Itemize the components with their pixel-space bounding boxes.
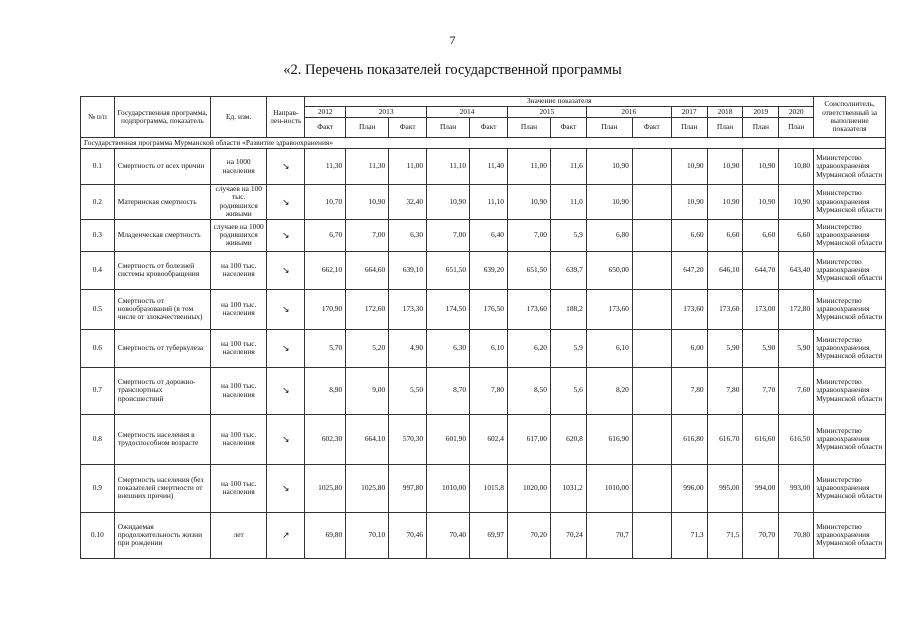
value-cell: 616,70 — [707, 414, 743, 464]
value-cell: 7,60 — [779, 367, 814, 414]
value-cell: 4,90 — [389, 329, 427, 367]
table-row — [81, 149, 886, 185]
value-cell: 6,00 — [671, 329, 707, 367]
value-cell: 10,90 — [671, 149, 707, 185]
indicator-name: Смертность от всех причин — [114, 149, 210, 185]
direction-arrow-icon: ↗ — [267, 512, 305, 558]
value-cell — [632, 329, 671, 367]
value-cell: 11,0 — [550, 185, 586, 220]
year-2017: 2017 — [671, 107, 707, 118]
value-cell: 10,90 — [743, 185, 779, 220]
unit-cell: на 100 тыс. населения — [211, 251, 267, 289]
value-cell: 616,50 — [779, 414, 814, 464]
year-2018: 2018 — [707, 107, 743, 118]
year-2019: 2019 — [743, 107, 779, 118]
value-cell: 1025,80 — [305, 464, 346, 512]
value-cell: 8,90 — [305, 367, 346, 414]
subheader-plan: План — [427, 118, 470, 138]
value-cell: 32,40 — [389, 185, 427, 220]
year-2012: 2012 — [305, 107, 346, 118]
value-cell: 644,70 — [743, 251, 779, 289]
subheader-plan: План — [671, 118, 707, 138]
value-cell: 10,90 — [346, 185, 389, 220]
direction-arrow-icon: ↘ — [267, 251, 305, 289]
table-row — [81, 367, 886, 414]
value-cell: 664,60 — [346, 251, 389, 289]
value-cell: 11,00 — [389, 149, 427, 185]
subheader-plan: План — [346, 118, 389, 138]
value-cell: 6,40 — [470, 219, 508, 251]
value-cell: 10,80 — [779, 149, 814, 185]
header-value: Значение показателя — [305, 97, 814, 107]
unit-cell: на 100 тыс. населения — [211, 414, 267, 464]
value-cell: 7,00 — [427, 219, 470, 251]
value-cell: 7,80 — [707, 367, 743, 414]
executor-cell: Министерство здравоохранения Мурманской области — [814, 149, 886, 185]
executor-cell: Министерство здравоохранения Мурманской области — [814, 329, 886, 367]
value-cell: 70,20 — [507, 512, 550, 558]
value-cell — [632, 251, 671, 289]
value-cell: 8,20 — [586, 367, 632, 414]
row-number: 0.2 — [81, 185, 115, 220]
value-cell: 173,00 — [743, 289, 779, 329]
direction-arrow-icon: ↘ — [267, 149, 305, 185]
value-cell: 601,90 — [427, 414, 470, 464]
value-cell: 6,10 — [586, 329, 632, 367]
row-number: 0.9 — [81, 464, 115, 512]
value-cell: 7,70 — [743, 367, 779, 414]
value-cell: 6,60 — [707, 219, 743, 251]
value-cell: 996,00 — [671, 464, 707, 512]
table-row — [81, 512, 886, 558]
indicator-name: Смертность населения в трудоспособном возрасте — [114, 414, 210, 464]
value-cell: 1015,8 — [470, 464, 508, 512]
value-cell — [632, 414, 671, 464]
year-2013: 2013 — [346, 107, 427, 118]
value-cell — [632, 464, 671, 512]
value-cell: 650,00 — [586, 251, 632, 289]
value-cell: 639,20 — [470, 251, 508, 289]
unit-cell: случаев на 100 тыс. родившихся живыми — [211, 185, 267, 220]
table-body — [81, 149, 886, 559]
direction-arrow-icon: ↘ — [267, 219, 305, 251]
value-cell: 70,40 — [427, 512, 470, 558]
header-program: Государственная программа, подпрограмма, показатель — [114, 97, 210, 138]
value-cell: 639,7 — [550, 251, 586, 289]
section-title: Государственная программа Мурманской области «Развитие здравоохранения» — [81, 138, 886, 149]
value-cell: 1010,00 — [586, 464, 632, 512]
value-cell: 7,00 — [346, 219, 389, 251]
value-cell: 5,90 — [707, 329, 743, 367]
value-cell: 71,5 — [707, 512, 743, 558]
value-cell: 69,80 — [305, 512, 346, 558]
executor-cell: Министерство здравоохранения Мурманской области — [814, 512, 886, 558]
value-cell: 11,10 — [470, 185, 508, 220]
subheader-plan: План — [507, 118, 550, 138]
row-number: 0.6 — [81, 329, 115, 367]
value-cell: 993,00 — [779, 464, 814, 512]
value-cell: 170,90 — [305, 289, 346, 329]
indicator-name: Смертность от новообразований (в том числе от злокачественных) — [114, 289, 210, 329]
subheader-plan: План — [586, 118, 632, 138]
executor-cell: Министерство здравоохранения Мурманской области — [814, 219, 886, 251]
value-cell: 646,10 — [707, 251, 743, 289]
row-number: 0.8 — [81, 414, 115, 464]
subheader-fact: Факт — [550, 118, 586, 138]
executor-cell: Министерство здравоохранения Мурманской области — [814, 289, 886, 329]
value-cell: 10,90 — [743, 149, 779, 185]
value-cell: 5,9 — [550, 219, 586, 251]
subheader-plan: План — [779, 118, 814, 138]
value-cell: 5,90 — [743, 329, 779, 367]
value-cell: 10,90 — [779, 185, 814, 220]
value-cell: 173,60 — [671, 289, 707, 329]
value-cell: 10,90 — [671, 185, 707, 220]
value-cell: 6,60 — [671, 219, 707, 251]
indicator-name: Смертность от болезней системы кровообращения — [114, 251, 210, 289]
value-cell: 10,90 — [586, 149, 632, 185]
value-cell: 173,30 — [389, 289, 427, 329]
value-cell: 173,60 — [507, 289, 550, 329]
year-2015: 2015 — [507, 107, 586, 118]
table-row — [81, 185, 886, 220]
value-cell: 7,00 — [507, 219, 550, 251]
value-cell: 651,50 — [507, 251, 550, 289]
value-cell: 6,30 — [427, 329, 470, 367]
row-number: 0.4 — [81, 251, 115, 289]
value-cell: 8,50 — [507, 367, 550, 414]
value-cell: 9,00 — [346, 367, 389, 414]
value-cell: 1025,80 — [346, 464, 389, 512]
indicator-name: Ожидаемая продолжительность жизни при рождении — [114, 512, 210, 558]
value-cell: 5,20 — [346, 329, 389, 367]
header-direction: Направ-лен-ность — [267, 97, 305, 138]
subheader-plan: План — [707, 118, 743, 138]
unit-cell: на 100 тыс. населения — [211, 329, 267, 367]
unit-cell: на 100 тыс. населения — [211, 464, 267, 512]
executor-cell: Министерство здравоохранения Мурманской области — [814, 251, 886, 289]
value-cell: 602,30 — [305, 414, 346, 464]
direction-arrow-icon: ↘ — [267, 464, 305, 512]
unit-cell: на 1000 населения — [211, 149, 267, 185]
value-cell: 620,8 — [550, 414, 586, 464]
row-number: 0.5 — [81, 289, 115, 329]
row-number: 0.3 — [81, 219, 115, 251]
value-cell: 174,50 — [427, 289, 470, 329]
value-cell: 7,80 — [470, 367, 508, 414]
value-cell: 69,97 — [470, 512, 508, 558]
value-cell: 1031,2 — [550, 464, 586, 512]
direction-arrow-icon: ↘ — [267, 414, 305, 464]
value-cell: 5,90 — [779, 329, 814, 367]
year-2020: 2020 — [779, 107, 814, 118]
subheader-fact: Факт — [389, 118, 427, 138]
direction-arrow-icon: ↘ — [267, 329, 305, 367]
value-cell: 6,10 — [470, 329, 508, 367]
table-row — [81, 464, 886, 512]
value-cell: 5,9 — [550, 329, 586, 367]
row-number: 0.10 — [81, 512, 115, 558]
value-cell: 70,80 — [779, 512, 814, 558]
value-cell: 617,00 — [507, 414, 550, 464]
value-cell: 995,00 — [707, 464, 743, 512]
table-row — [81, 251, 886, 289]
value-cell: 662,10 — [305, 251, 346, 289]
value-cell: 11,30 — [305, 149, 346, 185]
indicator-name: Смертность от дорожно-транспортных происшествий — [114, 367, 210, 414]
value-cell: 71,3 — [671, 512, 707, 558]
value-cell: 173,60 — [586, 289, 632, 329]
value-cell: 11,10 — [427, 149, 470, 185]
value-cell: 8,70 — [427, 367, 470, 414]
value-cell: 70,7 — [586, 512, 632, 558]
value-cell: 7,80 — [671, 367, 707, 414]
value-cell: 70,24 — [550, 512, 586, 558]
value-cell: 11,00 — [507, 149, 550, 185]
header-num: № п/п — [81, 97, 115, 138]
value-cell: 639,10 — [389, 251, 427, 289]
value-cell — [632, 367, 671, 414]
executor-cell: Министерство здравоохранения Мурманской области — [814, 464, 886, 512]
subheader-plan: План — [743, 118, 779, 138]
value-cell: 5,70 — [305, 329, 346, 367]
value-cell: 70,46 — [389, 512, 427, 558]
value-cell: 6,20 — [507, 329, 550, 367]
value-cell: 570,30 — [389, 414, 427, 464]
unit-cell: лет — [211, 512, 267, 558]
value-cell: 10,90 — [707, 149, 743, 185]
direction-arrow-icon: ↘ — [267, 367, 305, 414]
value-cell: 10,90 — [507, 185, 550, 220]
value-cell: 10,90 — [586, 185, 632, 220]
value-cell: 10,90 — [427, 185, 470, 220]
table-row — [81, 219, 886, 251]
value-cell: 172,80 — [779, 289, 814, 329]
value-cell: 664,10 — [346, 414, 389, 464]
value-cell: 5,50 — [389, 367, 427, 414]
value-cell: 6,70 — [305, 219, 346, 251]
executor-cell: Министерство здравоохранения Мурманской области — [814, 185, 886, 220]
value-cell: 11,6 — [550, 149, 586, 185]
table-row — [81, 414, 886, 464]
page-title: «2. Перечень показателей государственной программы — [283, 62, 622, 78]
value-cell: 70,70 — [743, 512, 779, 558]
year-2016: 2016 — [586, 107, 671, 118]
table-row — [81, 329, 886, 367]
value-cell: 188,2 — [550, 289, 586, 329]
value-cell: 11,30 — [346, 149, 389, 185]
unit-cell: на 100 тыс. населения — [211, 367, 267, 414]
subheader-fact: Факт — [632, 118, 671, 138]
header-executor: Соисполнитель, ответственный за выполнение показателя — [814, 97, 886, 138]
value-cell — [632, 289, 671, 329]
table-row — [81, 289, 886, 329]
page-number: 7 — [449, 33, 456, 47]
value-cell — [632, 149, 671, 185]
value-cell: 994,00 — [743, 464, 779, 512]
value-cell: 70,10 — [346, 512, 389, 558]
value-cell: 10,90 — [707, 185, 743, 220]
value-cell: 10,70 — [305, 185, 346, 220]
subheader-fact: Факт — [305, 118, 346, 138]
indicator-name: Материнская смертность — [114, 185, 210, 220]
direction-arrow-icon: ↘ — [267, 185, 305, 220]
header-unit: Ед. изм. — [211, 97, 267, 138]
executor-cell: Министерство здравоохранения Мурманской области — [814, 414, 886, 464]
row-number: 0.7 — [81, 367, 115, 414]
value-cell: 172,60 — [346, 289, 389, 329]
indicator-name: Младенческая смертность — [114, 219, 210, 251]
value-cell: 616,90 — [586, 414, 632, 464]
value-cell: 11,40 — [470, 149, 508, 185]
indicator-name: Смертность от туберкулеза — [114, 329, 210, 367]
value-cell — [632, 512, 671, 558]
value-cell: 647,20 — [671, 251, 707, 289]
value-cell: 616,80 — [671, 414, 707, 464]
year-2014: 2014 — [427, 107, 508, 118]
value-cell: 176,50 — [470, 289, 508, 329]
value-cell: 997,80 — [389, 464, 427, 512]
value-cell: 6,60 — [743, 219, 779, 251]
value-cell: 6,30 — [389, 219, 427, 251]
unit-cell: случаев на 1000 родившихся живыми — [211, 219, 267, 251]
value-cell: 173,60 — [707, 289, 743, 329]
indicator-name: Смертность населения (без показателей смертности от внешних причин) — [114, 464, 210, 512]
row-number: 0.1 — [81, 149, 115, 185]
value-cell: 651,50 — [427, 251, 470, 289]
unit-cell: на 100 тыс. населения — [211, 289, 267, 329]
indicators-table — [80, 96, 886, 559]
value-cell: 1010,00 — [427, 464, 470, 512]
executor-cell: Министерство здравоохранения Мурманской области — [814, 367, 886, 414]
direction-arrow-icon: ↘ — [267, 289, 305, 329]
subheader-fact: Факт — [470, 118, 508, 138]
value-cell — [632, 219, 671, 251]
value-cell: 1020,00 — [507, 464, 550, 512]
value-cell: 6,80 — [586, 219, 632, 251]
value-cell — [632, 185, 671, 220]
value-cell: 616,60 — [743, 414, 779, 464]
value-cell: 602,4 — [470, 414, 508, 464]
value-cell: 5,6 — [550, 367, 586, 414]
value-cell: 643,40 — [779, 251, 814, 289]
value-cell: 6,60 — [779, 219, 814, 251]
